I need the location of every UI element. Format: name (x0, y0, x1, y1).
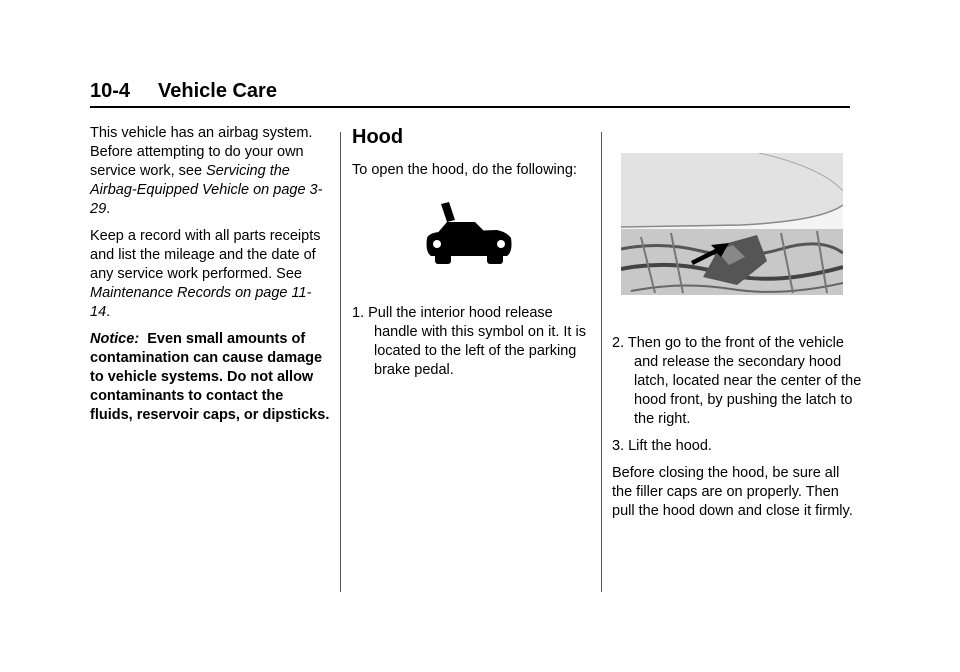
column-left (90, 124, 330, 433)
step-3: 3. Lift the hood. (612, 438, 712, 454)
step-1: 1. Pull the interior hood release handle with this symbol on it. It is located to the left of the parking brake pedal. (352, 305, 586, 378)
page-header (90, 80, 850, 108)
closing-paragraph: Before closing the hood, be sure all the filler caps are on properly. Then pull the hood down and close it firmly. (612, 465, 853, 519)
hood-heading: Hood (352, 126, 404, 148)
records-end: . (106, 304, 111, 320)
notice-paragraph (90, 330, 330, 425)
airbag-paragraph (90, 124, 330, 219)
hood-intro: To open the hood, do the following: (352, 162, 577, 178)
airbag-end: . (106, 201, 111, 217)
records-paragraph (90, 227, 330, 322)
airbag-text: This vehicle has an airbag system. Before attempting to do your own service work, see (90, 125, 313, 179)
records-link[interactable]: Maintenance Records on page 11-14 (90, 285, 312, 320)
notice-text: Even small amounts of contamination can cause damage to vehicle systems. Do not allow contaminants to contact the fluids, reservoir caps, or dipsticks. (90, 331, 330, 423)
car-hood-open-icon (421, 200, 517, 266)
airbag-link[interactable]: Servicing the Airbag-Equipped Vehicle on page 3-29 (90, 163, 323, 217)
records-text: Keep a record with all parts receipts and list the mileage and the date of any service work performed. See (90, 228, 321, 282)
section-title: Vehicle Care (158, 80, 277, 102)
page-number: 10-4 (90, 80, 131, 102)
column-divider-1 (340, 132, 341, 592)
column-divider-2 (601, 132, 602, 592)
step-2: 2. Then go to the front of the vehicle and release the secondary hood latch, located near the center of the hood front, by pushing the latch to the right. (612, 335, 862, 427)
notice-label: Notice: (90, 331, 140, 347)
column-right (612, 124, 862, 529)
